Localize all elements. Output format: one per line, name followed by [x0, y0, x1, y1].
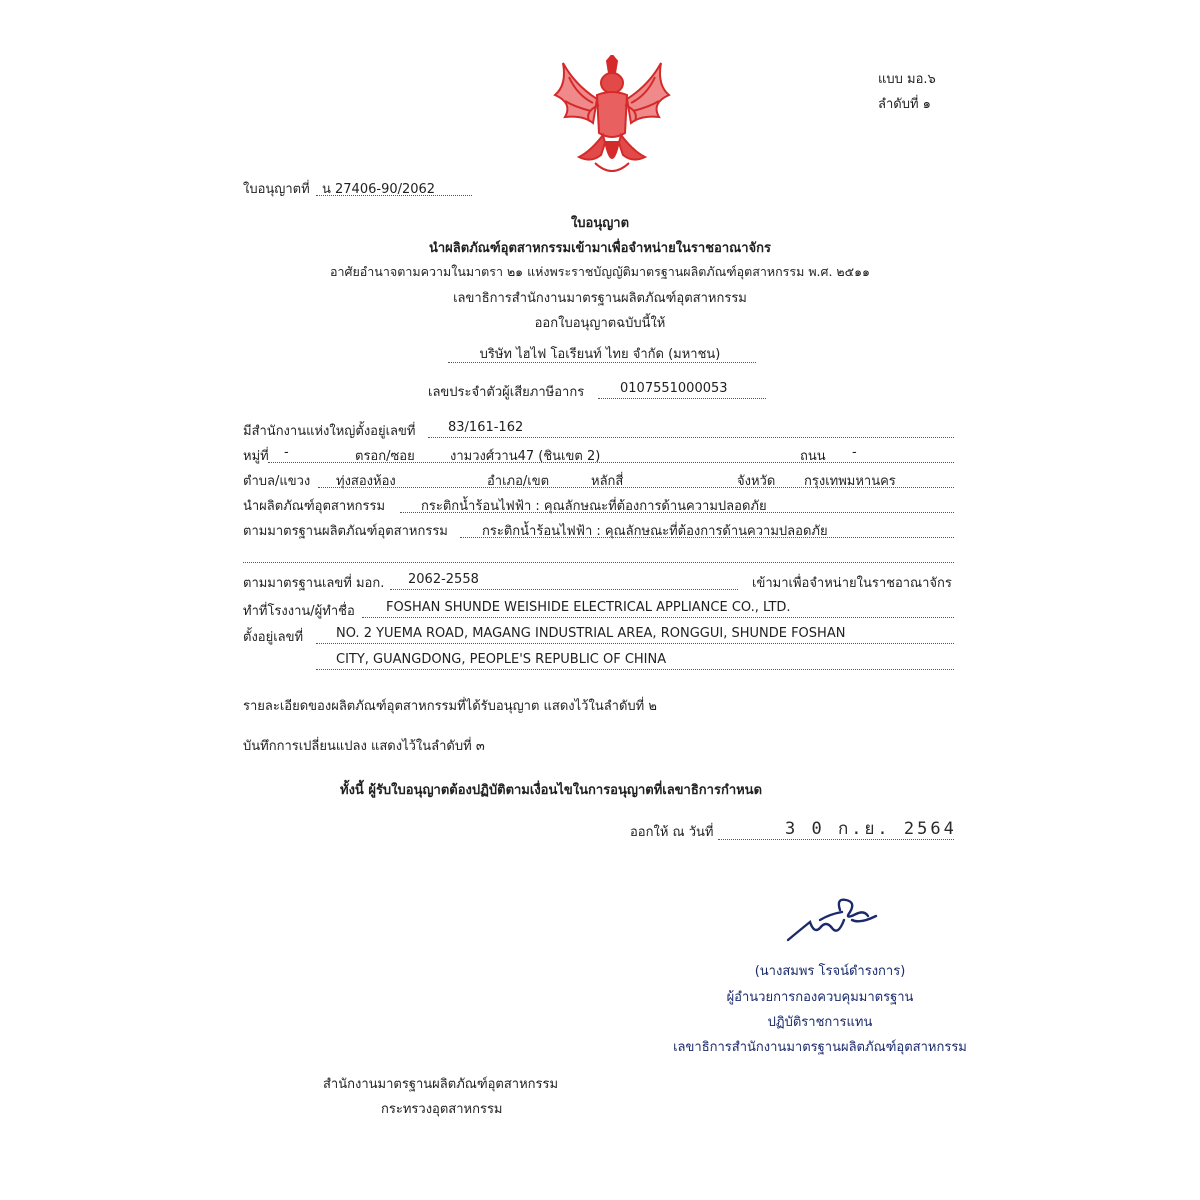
- issue-date-label: ออกให้ ณ วันที่: [630, 825, 714, 840]
- product-import-label: นำผลิตภัณฑ์อุตสาหกรรม: [243, 499, 386, 514]
- manufacturer-address-label: ตั้งอยู่เลขที่: [243, 630, 304, 645]
- address-line: [318, 487, 954, 488]
- garuda-emblem-icon: [545, 55, 680, 180]
- hq-line: [428, 437, 954, 438]
- manufacturer-address-line: [316, 643, 954, 644]
- notes-changes: บันทึกการเปลี่ยนแปลง แสดงไว้ในลำดับที่ ๓: [243, 739, 485, 754]
- soi-value: งามวงศ์วาน47 (ชินเขต 2): [450, 449, 601, 464]
- heading-title: ใบอนุญาต: [570, 216, 630, 231]
- heading-secretary: เลขาธิการสำนักงานมาตรฐานผลิตภัณฑ์อุตสาหกรรม: [453, 291, 747, 306]
- signatory-title-1: ผู้อำนวยการกองควบคุมมาตรฐาน: [726, 990, 914, 1005]
- moo-label: หมู่ที่: [243, 449, 269, 464]
- heading-authority: อาศัยอำนาจตามความในมาตรา ๒๑ แห่งพระราชบัญญัติมาตรฐานผลิตภัณฑ์อุตสาหกรรม พ.ศ. ๒๕๑๑: [330, 264, 870, 279]
- moo-line: [268, 462, 954, 463]
- province-label: จังหวัด: [737, 474, 776, 489]
- product-standard-value: กระติกน้ำร้อนไฟฟ้า : คุณลักษณะที่ต้องการด้านความปลอดภัย: [482, 524, 828, 539]
- province-value: กรุงเทพมหานคร: [804, 474, 896, 489]
- signature-icon: [780, 890, 890, 950]
- signatory-title-2: ปฏิบัติราชการแทน: [767, 1015, 873, 1030]
- manufacturer-value: FOSHAN SHUNDE WEISHIDE ELECTRICAL APPLIANCE CO., LTD.: [386, 600, 791, 615]
- tax-id-label: เลขประจำตัวผู้เสียภาษีอากร: [428, 385, 585, 400]
- hq-value: 83/161-162: [448, 420, 524, 435]
- product-standard-line-2: [243, 562, 954, 563]
- heading-subtitle: นำผลิตภัณฑ์อุตสาหกรรมเข้ามาเพื่อจำหน่ายในราชอาณาจักร: [429, 241, 771, 256]
- manufacturer-address-line1: NO. 2 YUEMA ROAD, MAGANG INDUSTRIAL AREA, RONGGUI, SHUNDE FOSHAN: [336, 626, 846, 641]
- product-import-value: กระติกน้ำร้อนไฟฟ้า : คุณลักษณะที่ต้องการด้านความปลอดภัย: [421, 499, 767, 514]
- signatory-title-3: เลขาธิการสำนักงานมาตรฐานผลิตภัณฑ์อุตสาหกรรม: [673, 1040, 967, 1055]
- company-name: บริษัท ไฮไฟ โอเรียนท์ ไทย จำกัด (มหาชน): [479, 347, 721, 362]
- moo-value: -: [284, 445, 289, 460]
- license-number-line: [316, 195, 472, 196]
- form-code: แบบ มอ.๖: [878, 72, 936, 87]
- form-sequence: ลำดับที่ ๑: [878, 97, 931, 112]
- product-standard-line: [460, 537, 954, 538]
- tax-id-line: [598, 398, 766, 399]
- manufacturer-line: [362, 617, 954, 618]
- footer-ministry: กระทรวงอุตสาหกรรม: [381, 1102, 503, 1117]
- tis-value: 2062-2558: [408, 572, 479, 587]
- issue-date-line: [718, 839, 954, 840]
- manufacturer-label: ทำที่โรงงาน/ผู้ทำชื่อ: [243, 604, 355, 619]
- signatory-name: (นางสมพร โรจน์ดำรงการ): [754, 964, 906, 979]
- company-line: [448, 362, 756, 363]
- district-label: อำเภอ/เขต: [487, 474, 550, 489]
- manufacturer-address-line-2: [316, 669, 954, 670]
- tis-label: ตามมาตรฐานเลขที่ มอก.: [243, 576, 385, 591]
- tis-line: [390, 589, 738, 590]
- product-standard-label: ตามมาตรฐานผลิตภัณฑ์อุตสาหกรรม: [243, 524, 448, 539]
- hq-label: มีสำนักงานแห่งใหญ่ตั้งอยู่เลขที่: [243, 424, 416, 439]
- footer-office: สำนักงานมาตรฐานผลิตภัณฑ์อุตสาหกรรม: [323, 1077, 559, 1092]
- subdistrict-value: ทุ่งสองห้อง: [336, 474, 396, 489]
- product-import-line: [400, 512, 954, 513]
- issue-date-value: 3 0 ก.ย. 2564: [785, 819, 957, 839]
- tax-id-value: 0107551000053: [620, 381, 728, 396]
- notes-condition: ทั้งนี้ ผู้รับใบอนุญาตต้องปฏิบัติตามเงื่อนไขในการอนุญาตที่เลขาธิการกำหนด: [340, 783, 763, 798]
- notes-details: รายละเอียดของผลิตภัณฑ์อุตสาหกรรมที่ได้รับอนุญาต แสดงไว้ในลำดับที่ ๒: [243, 699, 657, 714]
- road-value: -: [852, 445, 857, 460]
- subdistrict-label: ตำบล/แขวง: [243, 474, 311, 489]
- road-label: ถนน: [800, 449, 826, 464]
- district-value: หลักสี่: [591, 474, 624, 489]
- manufacturer-address-line2: CITY, GUANGDONG, PEOPLE'S REPUBLIC OF CHINA: [336, 652, 667, 667]
- license-number-value: น 27406-90/2062: [322, 182, 436, 197]
- license-number-label: ใบอนุญาตที่: [243, 182, 310, 197]
- soi-label: ตรอก/ซอย: [355, 449, 415, 464]
- tis-suffix: เข้ามาเพื่อจำหน่ายในราชอาณาจักร: [752, 576, 952, 591]
- heading-issue: ออกใบอนุญาตฉบับนี้ให้: [534, 316, 666, 331]
